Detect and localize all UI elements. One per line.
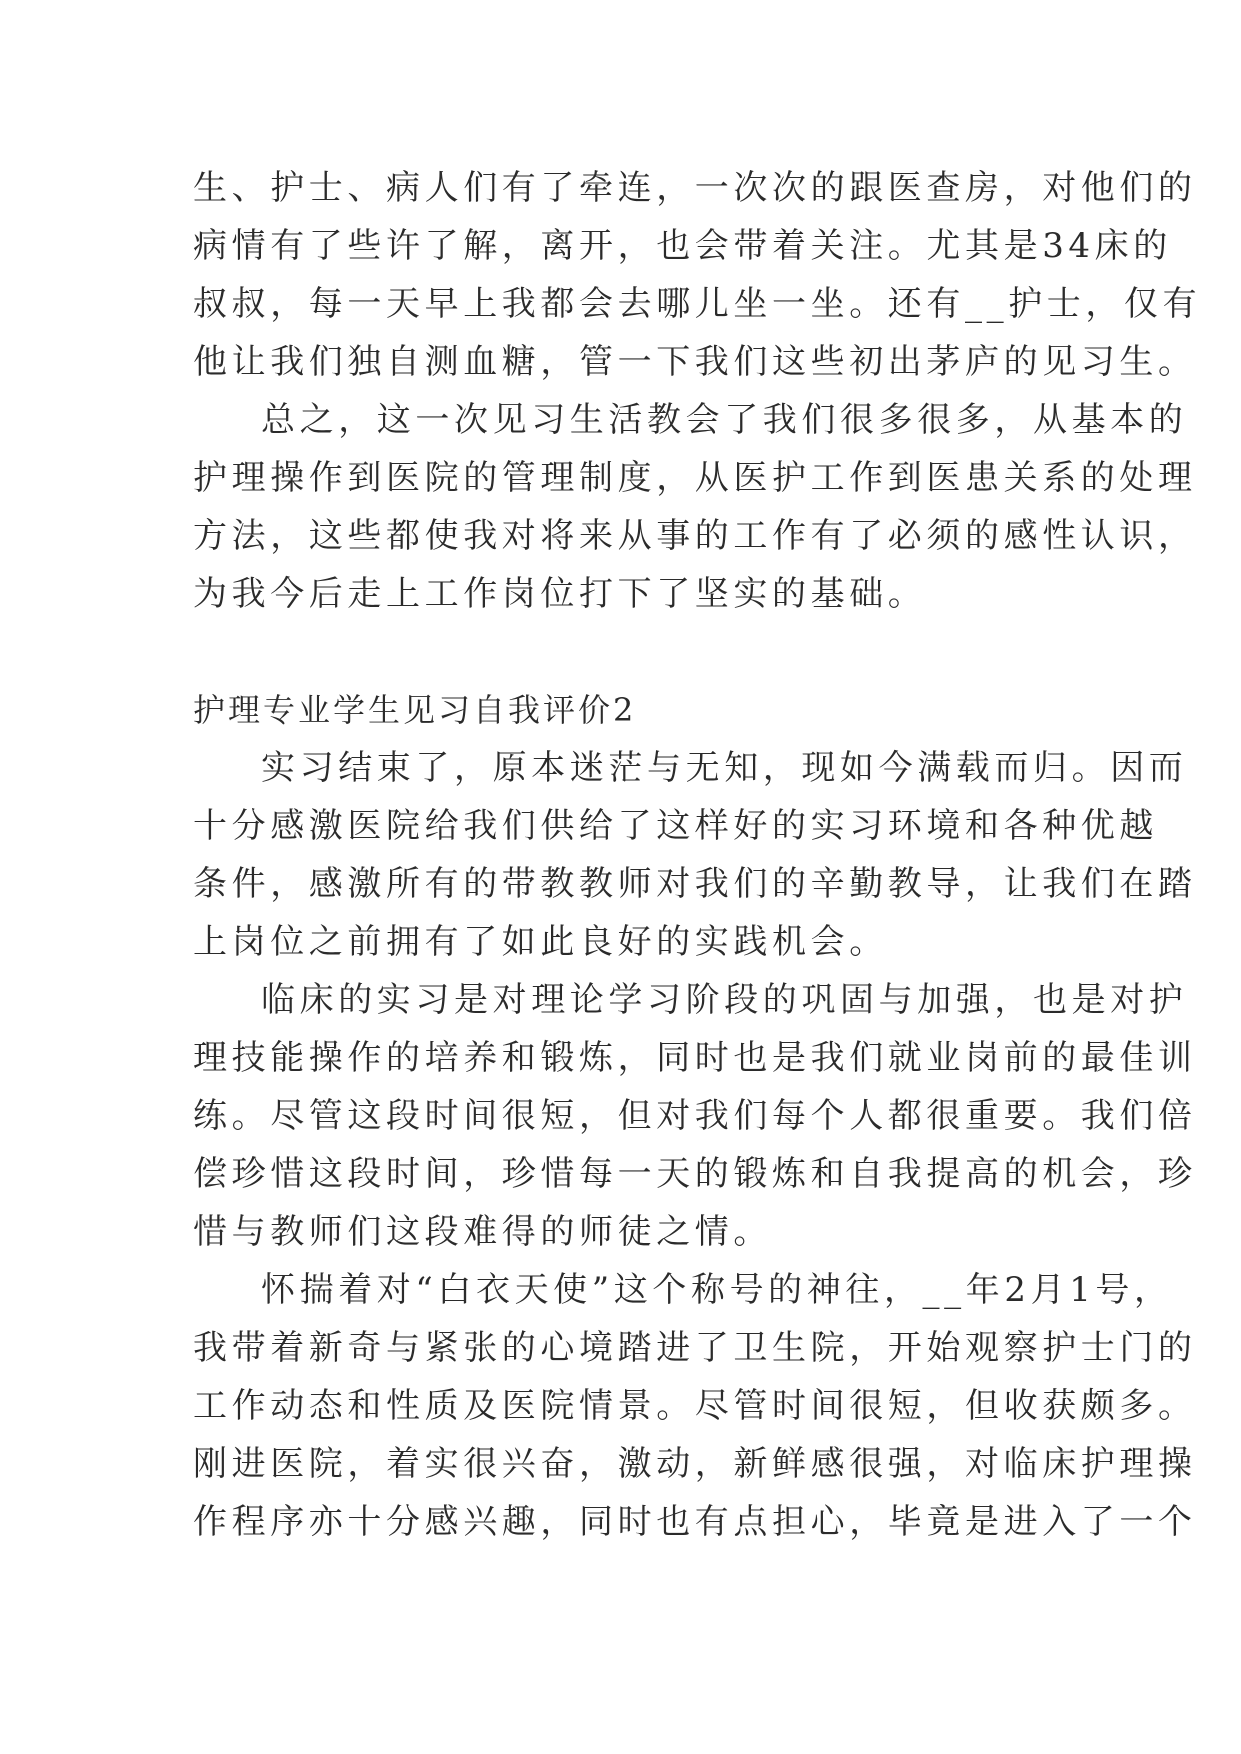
section-title: 护理专业学生见习自我评价2 [193,691,637,729]
text-line: 怀揣着对“白衣天使”这个称号的神往，__年2月1号， [261,1270,1173,1310]
text-line: 护理操作到医院的管理制度，从医护工作到医患关系的处理 [193,458,1197,498]
text-line: 理技能操作的培养和锻炼，同时也是我们就业岗前的最佳训 [193,1038,1197,1078]
text-line: 总之，这一次见习生活教会了我们很多很多，从基本的 [261,400,1188,440]
text-line: 方法，这些都使我对将来从事的工作有了必须的感性认识， [193,516,1197,556]
text-line: 叔叔，每一天早上我都会去哪儿坐一坐。还有__护士，仅有 [193,284,1202,324]
text-line: 临床的实习是对理论学习阶段的巩固与加强，也是对护 [261,980,1188,1020]
text-line: 刚进医院，着实很兴奋，激动，新鲜感很强，对临床护理操 [193,1444,1197,1484]
text-line: 工作动态和性质及医院情景。尽管时间很短，但收获颇多。 [193,1386,1197,1426]
text-line: 练。尽管这段时间很短，但对我们每个人都很重要。我们倍 [193,1096,1197,1136]
text-line: 实习结束了，原本迷茫与无知，现如今满载而归。因而 [261,748,1188,788]
text-line: 上岗位之前拥有了如此良好的实践机会。 [193,922,888,962]
text-line: 偿珍惜这段时间，珍惜每一天的锻炼和自我提高的机会，珍 [193,1154,1197,1194]
text-line: 为我今后走上工作岗位打下了坚实的基础。 [193,574,927,614]
text-line: 十分感激医院给我们供给了这样好的实习环境和各种优越 [193,806,1158,846]
text-line: 我带着新奇与紧张的心境踏进了卫生院，开始观察护士门的 [193,1328,1197,1368]
text-line: 作程序亦十分感兴趣，同时也有点担心，毕竟是进入了一个 [193,1502,1197,1542]
text-line: 他让我们独自测血糖，管一下我们这些初出茅庐的见习生。 [193,342,1197,382]
text-line: 惜与教师们这段难得的师徒之情。 [193,1212,772,1252]
text-line: 生、护士、病人们有了牵连，一次次的跟医查房，对他们的 [193,168,1197,208]
text-line: 条件，感激所有的带教教师对我们的辛勤教导，让我们在踏 [193,864,1197,904]
text-line: 病情有了些许了解，离开，也会带着关注。尤其是34床的 [193,226,1172,266]
